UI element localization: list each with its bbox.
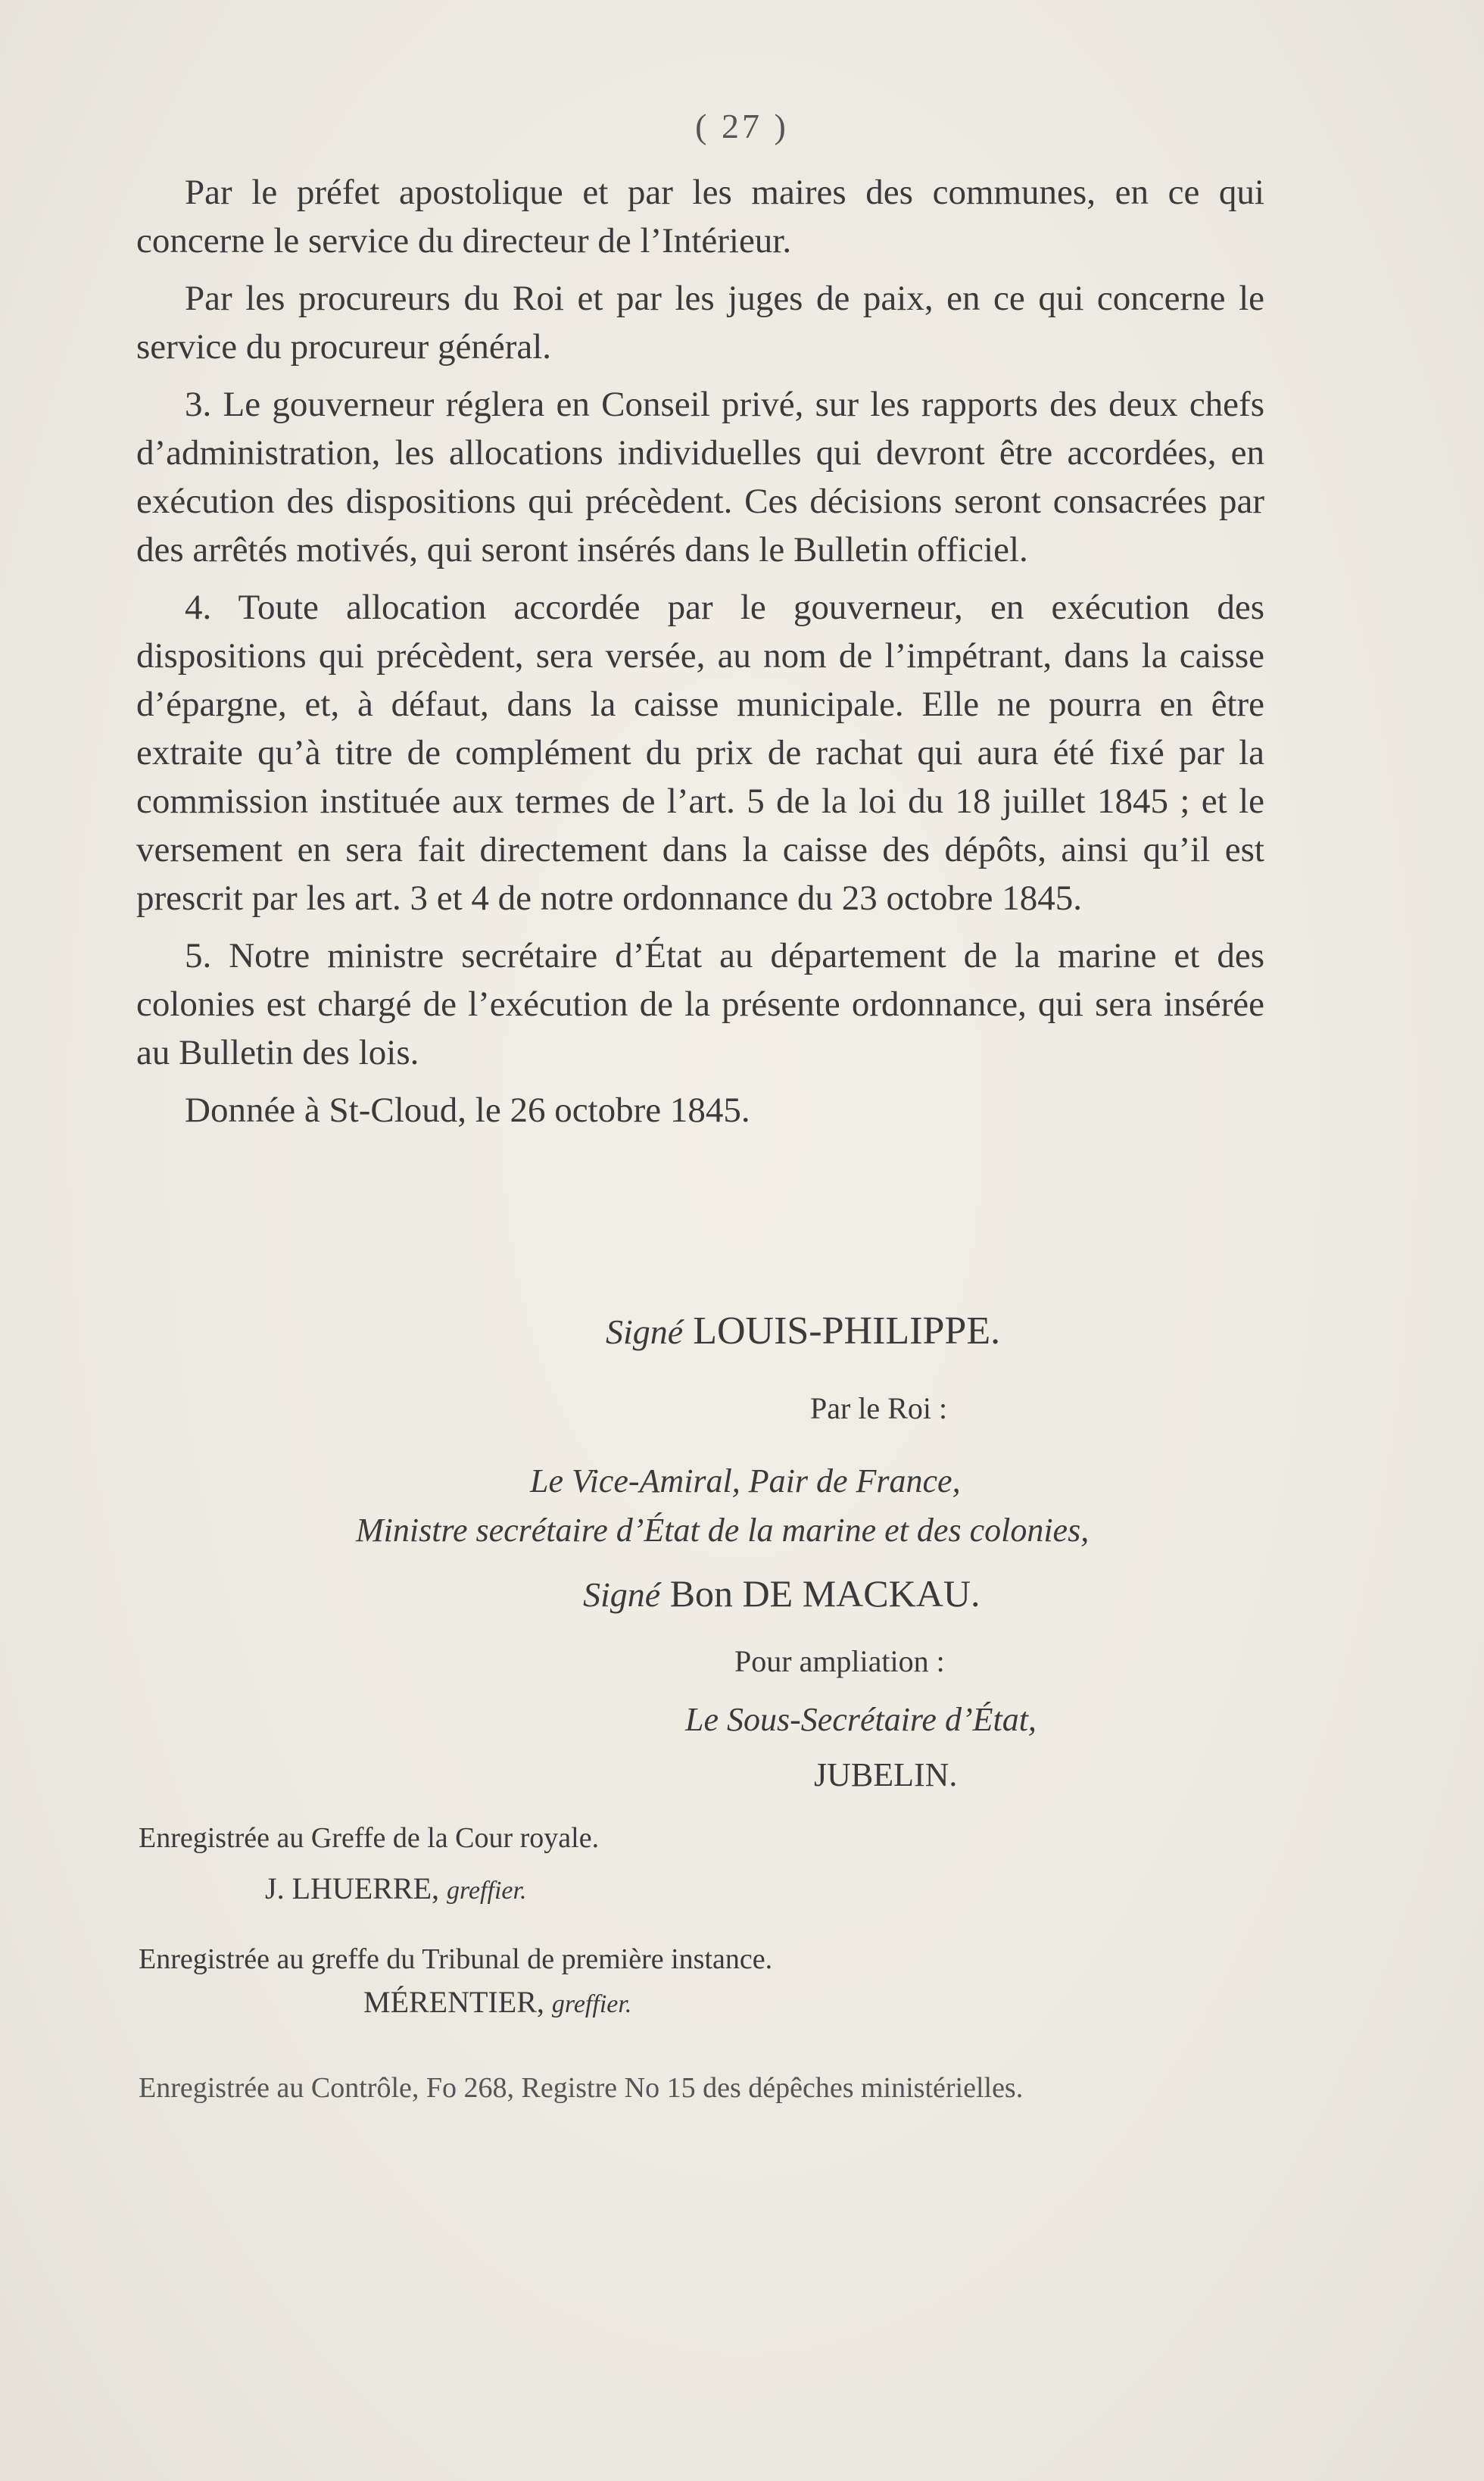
- king-name: LOUIS-PHILIPPE.: [693, 1309, 1001, 1353]
- page-number: ( 27 ): [695, 107, 789, 145]
- greffier-cour-name: J. LHUERRE,: [265, 1871, 439, 1905]
- article-4: 4. Toute allocation accordée par le gouverneur, en exécution des dispositions qui précèdent, sera versée, au nom de l’impétrant, dans la caisse d’épargne, et, à défaut, dans la caisse municipale. Elle ne pourra en être extraite qu’à titre de complément du prix de rachat qui aura été fixé par la commission instituée aux termes de l’art. 5 de la loi du 18 juillet 1845 ; et le versement en sera fait directement dans la caisse des dépôts, ainsi qu’il est prescrit par les art. 3 et 4 de notre ordonnance du 23 octobre 1845.: [136, 588, 1264, 918]
- sous-secretaire-title: Le Sous-Secrétaire d’État,: [685, 1701, 1037, 1738]
- registration-controle: Enregistrée au Contrôle, Fo 268, Registre No 15 des dépêches ministérielles.: [139, 2072, 1024, 2104]
- mackau-signature: [583, 1571, 980, 1615]
- greffier-tribunal-role: greffier.: [551, 1990, 632, 2018]
- greffier-cour-role: greffier.: [447, 1877, 527, 1905]
- registration-cour: Enregistrée au Greffe de la Cour royale.: [139, 1822, 600, 1854]
- par-le-roi: Par le Roi :: [810, 1391, 948, 1425]
- jubelin-signature: JUBELIN.: [814, 1756, 958, 1793]
- vice-amiral-title: Le Vice-Amiral, Pair de France,: [530, 1462, 961, 1500]
- mackau-name: Bon DE MACKAU.: [669, 1572, 980, 1615]
- registration-tribunal: Enregistrée au greffe du Tribunal de première instance.: [139, 1943, 773, 1975]
- date-line: Donnée à St-Cloud, le 26 octobre 1845.: [185, 1091, 750, 1130]
- signe-label: Signé: [606, 1312, 684, 1351]
- greffier-cour: [265, 1871, 526, 1906]
- article-3: 3. Le gouverneur réglera en Conseil privé, sur les rapports des deux chefs d’administration, les allocations individuelles qui devront être accordées, en exécution des dispositions qui précèdent. Ces décisions seront consacrées par des arrêtés motivés, qui seront insérés dans le Bulletin officiel.: [136, 385, 1264, 570]
- greffier-tribunal: [363, 1984, 631, 2020]
- pour-ampliation: Pour ampliation :: [734, 1644, 945, 1678]
- paragraph-procureurs: Par les procureurs du Roi et par les juges de paix, en ce qui concerne le service du procureur général.: [136, 279, 1264, 367]
- body-text: [136, 168, 1264, 1144]
- king-signature: [606, 1309, 1000, 1353]
- paragraph-prefet: Par le préfet apostolique et par les maires des communes, en ce qui concerne le service du directeur de l’Intérieur.: [136, 173, 1264, 261]
- ministre-title: Ministre secrétaire d’État de la marine et des colonies,: [356, 1512, 1090, 1549]
- greffier-tribunal-name: MÉRENTIER,: [363, 1985, 544, 2019]
- article-5: 5. Notre ministre secrétaire d’État au département de la marine et des colonies est chargé de l’exécution de la présente ordonnance, qui sera insérée au Bulletin des lois.: [136, 936, 1264, 1072]
- signe-label: Signé: [583, 1575, 661, 1614]
